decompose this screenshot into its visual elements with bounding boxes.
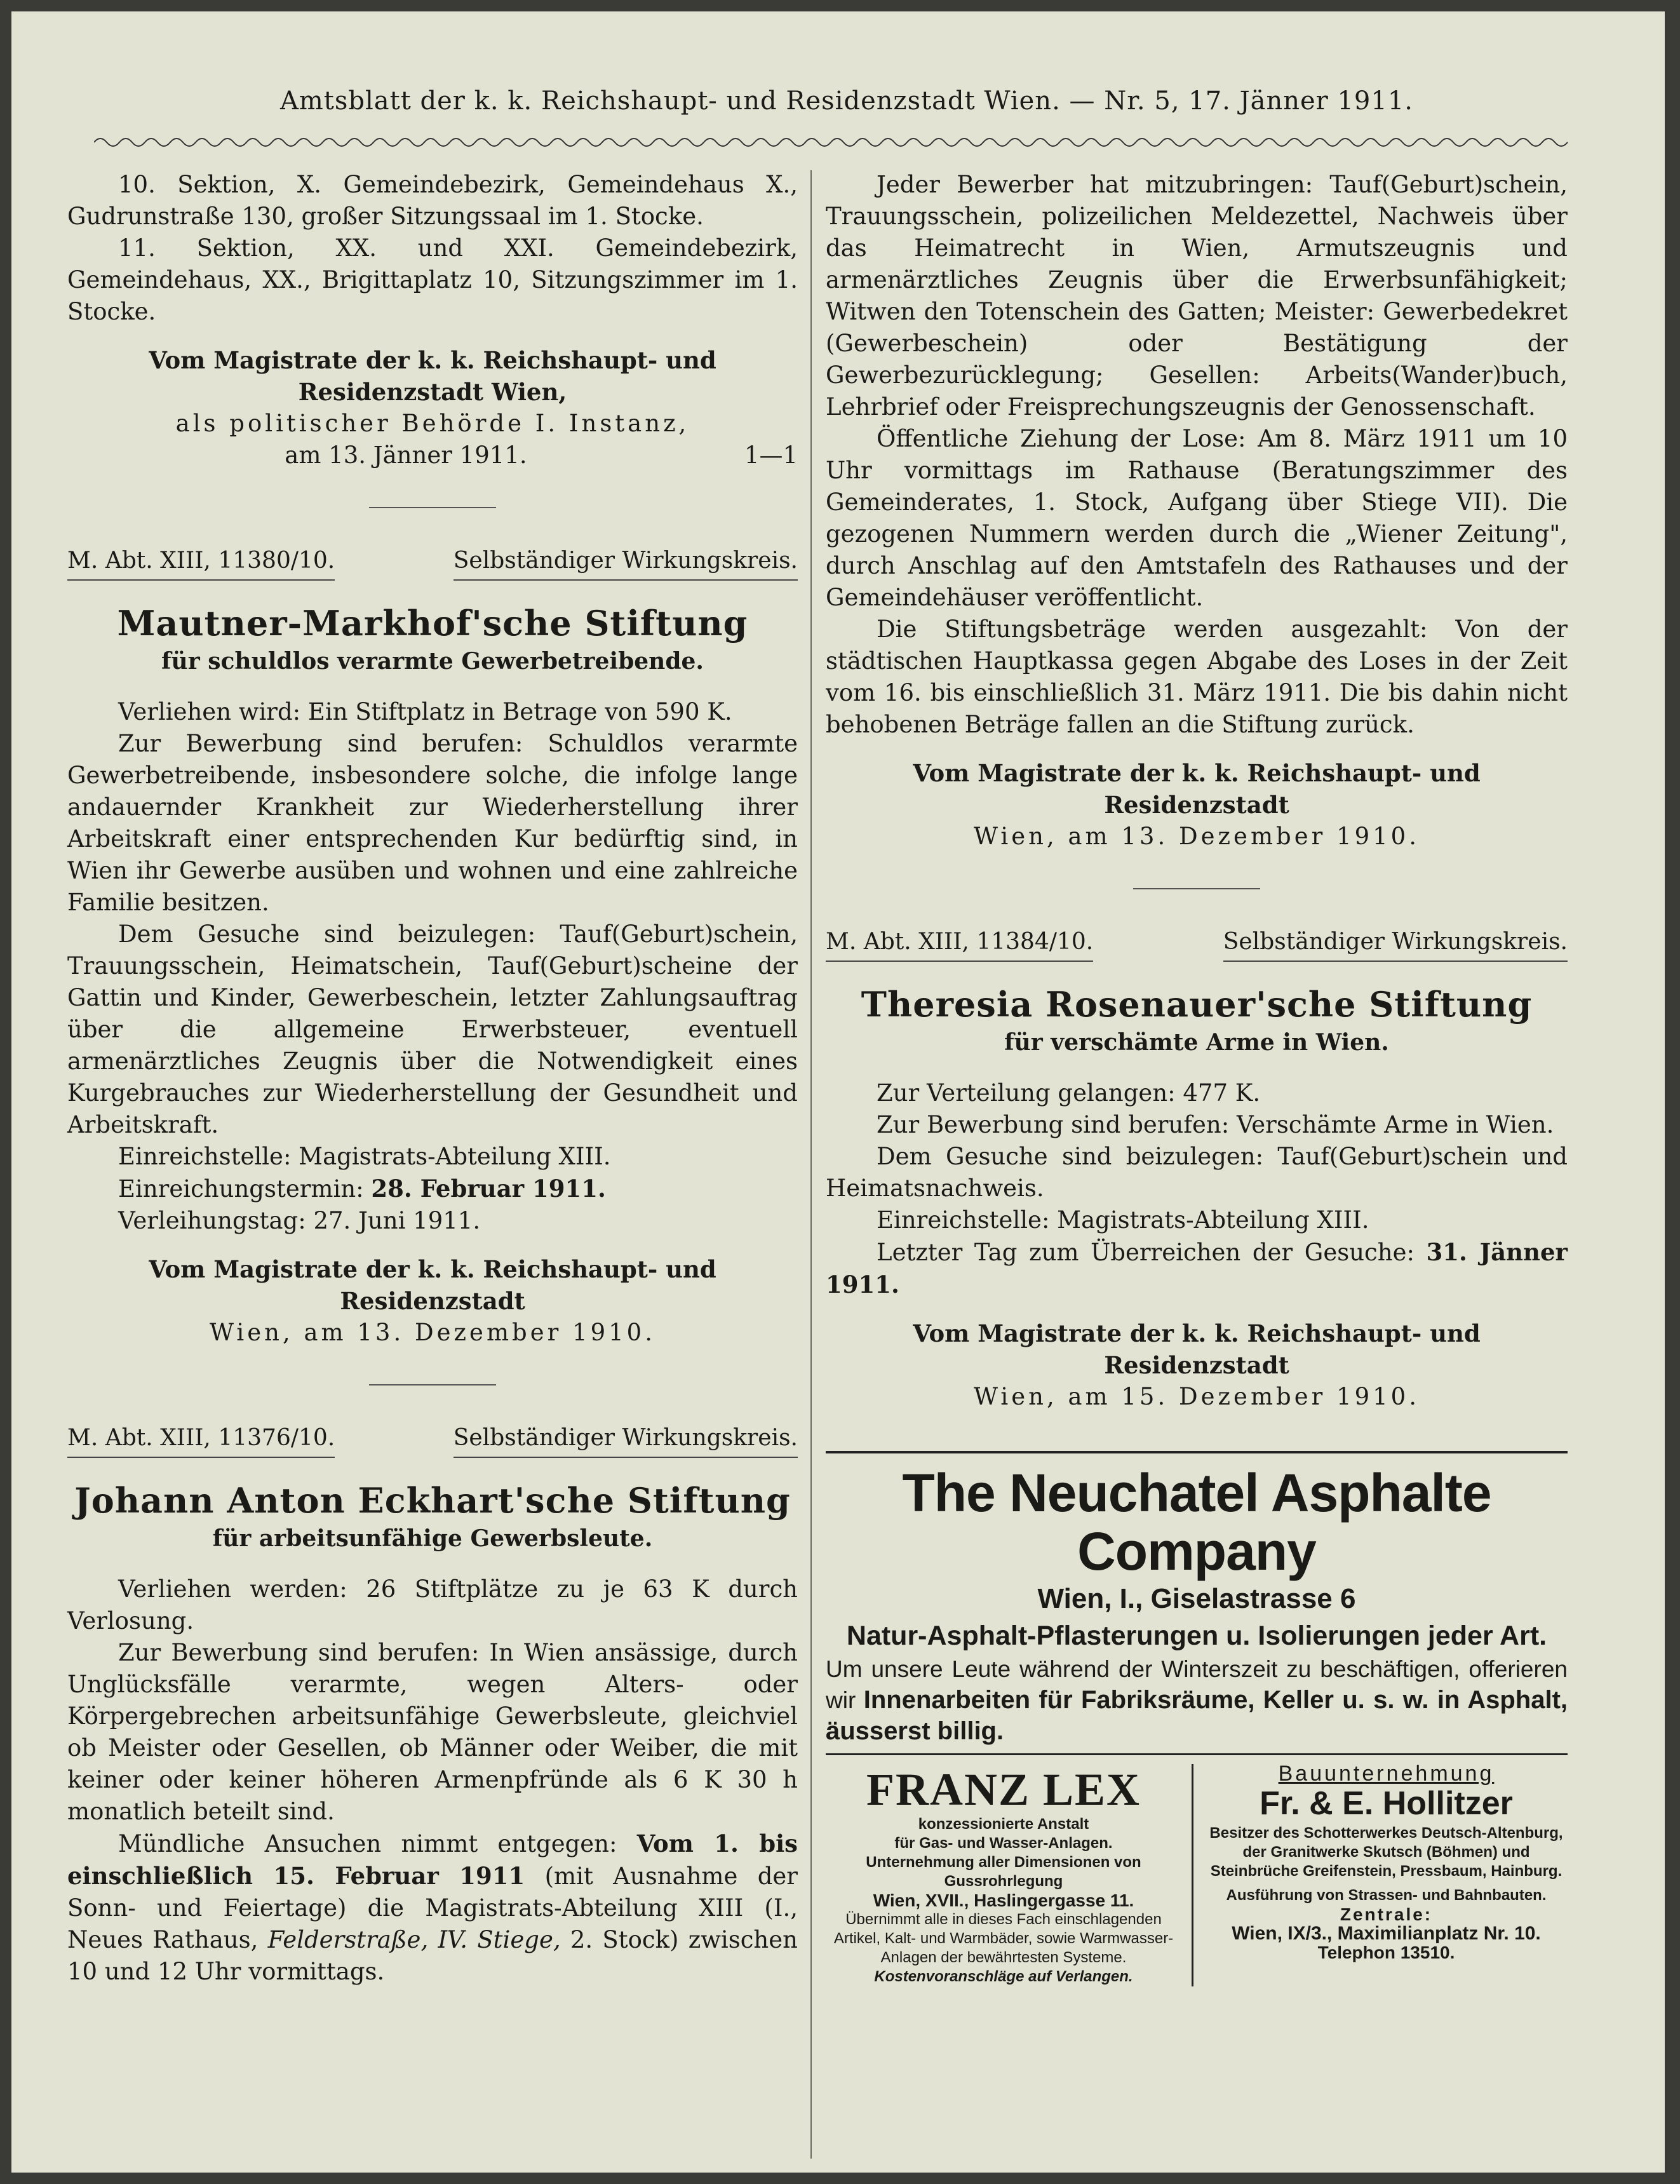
section-header	[67, 545, 798, 581]
section-header	[67, 1422, 798, 1458]
paragraph: Zur Bewerbung sind berufen: In Wien ansässige, durch Unglücksfälle verarmte, wegen Alters- oder Körpergebrechen arbeitsunfähige Gewerbsleute, gleichviel ob Meister oder Gesellen, ob Männer oder Weiber, die mit keiner oder keiner höheren Armenpfründe als 6 K 30 h monatlich beteilt sind.	[67, 1639, 798, 1825]
paragraph: Öffentliche Ziehung der Lose: Am 8. März 1911 um 10 Uhr vormittags im Rathause (Beratungszimmer des Gemeinderates, 1. Stock, Aufgang über Stiege VII). Die gezogenen Nummern werden durch die „Wiener Zeitung", durch Anschlag auf den Amtstafeln des Rathauses und der Gemeindehäuser veröffentlicht.	[826, 425, 1568, 611]
ad-heading: Bauunternehmung	[1278, 1762, 1495, 1786]
paragraph: Dem Gesuche sind beizulegen: Tauf(Geburt)schein und Heimatsnachweis.	[826, 1143, 1568, 1202]
paragraph	[67, 1828, 798, 1988]
paragraph: Dem Gesuche sind beizulegen: Tauf(Geburt)schein, Trauungsschein, Heimatschein, Tauf(Geburt)scheine der Gattin und Kinder, Gewerbeschein, letzter Zahlungsauftrag über die allgemeine Erwerbsteuer, eventuell armenärztliches Zeugnis über die Notwendigkeit eines Kurgebrauches zur Wiederherstellung der Gesundheit und Arbeitskraft.	[67, 920, 798, 1138]
paragraph: Verliehen wird: Ein Stiftplatz in Betrage von 590 K.	[118, 698, 732, 725]
paragraph	[67, 1173, 798, 1205]
advertisement-hollitzer	[1193, 1764, 1568, 1986]
magistrate-line: Vom Magistrate der k. k. Reichshaupt- und Residenzstadt	[149, 1255, 716, 1315]
authority-line: als politischer Behörde I. Instanz,	[175, 410, 690, 437]
paragraph: Einreichstelle: Magistrats-Abteilung XIII.	[118, 1143, 611, 1170]
intro-paragraph: 10. Sektion, X. Gemeindebezirk, Gemeindehaus X., Gudrunstraße 130, großer Sitzungssaal im 1. Stocke.	[67, 171, 798, 230]
magistrate-line: Vom Magistrate der k. k. Reichshaupt- und Residenzstadt	[913, 1319, 1481, 1379]
text-run: 2. Stock) zwischen 10 und 12 Uhr vormittags.	[67, 1926, 798, 1985]
page	[11, 11, 1665, 2173]
section-rule	[1133, 888, 1260, 889]
paragraph: Verliehen werden: 26 Stiftplätze zu je 63 K durch Verlosung.	[67, 1575, 798, 1635]
ad-company-name: Fr. & E. Hollitzer	[1260, 1785, 1513, 1822]
ad-address: Wien, IX/3., Maximilianplatz Nr. 10.	[1232, 1923, 1541, 1944]
date-line: Wien, am 15. Dezember 1910.	[974, 1383, 1420, 1410]
paragraph: Die Stiftungsbeträge werden ausgezahlt: Von der städtischen Hauptkassa gegen Abgabe des Loses in der Zeit vom 16. bis einschließlich 31. März 1911. Die bis dahin nicht behobenen Beträge fallen an die Stiftung zurück.	[826, 616, 1568, 738]
section-number: M. Abt. XIII, 11376/10.	[67, 1422, 335, 1458]
reference-number: 1—1	[744, 442, 798, 469]
section-scope: Selbständiger Wirkungskreis.	[454, 545, 798, 581]
ad-line: Übernimmt alle in dieses Fach einschlagenden Artikel, Kalt- und Warmbäder, sowie Warmwasser-Anlagen der bewährtesten Systeme.	[833, 1911, 1174, 1966]
text-run: (mit Ausnahme der Sonn- und Feiertage) die Magistrats-Abteilung XIII (I., Neues Rathaus,	[67, 1863, 798, 1953]
page-header: Amtsblatt der k. k. Reichshaupt- und Residenzstadt Wien. — Nr. 5, 17. Jänner 1911.	[279, 86, 1413, 116]
section-subtitle: für verschämte Arme in Wien.	[1004, 1029, 1389, 1056]
ad-company-name: FRANZ LEX	[866, 1764, 1141, 1815]
section-rule	[369, 1384, 496, 1385]
magistrate-line: Vom Magistrate der k. k. Reichshaupt- und Residenzstadt Wien,	[149, 346, 716, 406]
deadline-text: 28. Februar 1911.	[371, 1175, 606, 1203]
ad-text	[826, 1654, 1568, 1747]
paragraph: Zur Bewerbung sind berufen: Schuldlos verarmte Gewerbetreibende, insbesondere solche, die infolge lange andauernder Krankheit zur Wiederherstellung ihrer Arbeitskraft einer entsprechenden Kur bedürftig sind, in Wien ihr Gewerbe ausüben und wohnen und eine zahlreiche Familie besitzen.	[67, 730, 798, 916]
section-number: M. Abt. XIII, 11380/10.	[67, 545, 335, 581]
advertisement-franz-lex	[826, 1764, 1193, 1986]
section-rule	[369, 507, 496, 508]
text-run-bold: Vom 1. bis einschließlich 15. Februar 1911	[67, 1830, 798, 1890]
magistrate-line: Vom Magistrate der k. k. Reichshaupt- und Residenzstadt	[913, 759, 1481, 819]
ad-line: Zentrale:	[1340, 1904, 1433, 1924]
section-header	[826, 926, 1568, 962]
ad-line: konzessionierte Anstalt	[918, 1816, 1089, 1833]
ad-line: Kostenvoranschläge auf Verlangen.	[874, 1968, 1133, 1985]
paragraph: Einreichstelle: Magistrats-Abteilung XIII.	[877, 1206, 1369, 1234]
ad-company-name: The Neuchatel Asphalte Company	[902, 1463, 1491, 1581]
date-line: Wien, am 13. Dezember 1910.	[974, 823, 1420, 850]
ad-text-run: Um unsere Leute während der Winterszeit zu beschäftigen, offerieren wir	[826, 1656, 1568, 1713]
section-subtitle: für schuldlos verarmte Gewerbetreibende.	[161, 648, 704, 675]
ad-text-bold: Innenarbeiten für Fabriksräume, Keller u. s. w. in Asphalt, äusserst billig.	[826, 1686, 1568, 1745]
section-title: Mautner-Markhof'sche Stiftung	[117, 603, 748, 644]
section-title: Johann Anton Eckhart'sche Stiftung	[74, 1480, 791, 1521]
ad-tagline: Natur-Asphalt-Pflasterungen u. Isolierungen jeder Art.	[846, 1621, 1547, 1651]
ad-line: Unternehmung aller Dimensionen von Gussrohrlegung	[866, 1854, 1141, 1890]
ad-address: Wien, I., Giselastrasse 6	[1037, 1583, 1356, 1614]
section-title: Theresia Rosenauer'sche Stiftung	[861, 984, 1533, 1025]
paragraph: Jeder Bewerber hat mitzubringen: Tauf(Geburt)schein, Trauungsschein, polizeilichen Meldezettel, Nachweis über das Heimatrecht in Wien, Armutszeugnis und armenärztliches Zeugnis über die Erwerbsunfähigkeit; Witwen den Totenschein des Gatten; Meister: Gewerbedekret (Gewerbeschein) oder Bestätigung der Gewerbezurücklegung; Gesellen: Arbeits(Wander)buch, Lehrbrief oder Freisprechungszeugnis der Genossenschaft.	[826, 171, 1568, 421]
right-column	[826, 169, 1568, 1986]
section-number: M. Abt. XIII, 11384/10.	[826, 926, 1093, 962]
wavy-rule	[94, 131, 1574, 154]
column-divider	[810, 170, 812, 2159]
section-scope: Selbständiger Wirkungskreis.	[1223, 926, 1568, 962]
intro-paragraph: 11. Sektion, XX. und XXI. Gemeindebezirk, Gemeindehaus, XX., Brigittaplatz 10, Sitzungszimmer im 1. Stocke.	[67, 234, 798, 325]
ad-address: Wien, XVII., Haslingergasse 11.	[873, 1891, 1134, 1910]
ad-line: für Gas- und Wasser-Anlagen.	[894, 1835, 1113, 1852]
left-column	[67, 169, 798, 1988]
ad-line: Besitzer des Schotterwerkes Deutsch-Altenburg, der Granitwerke Skutsch (Böhmen) und Steinbrüche Greifenstein, Pressbaum, Hainburg.	[1209, 1824, 1563, 1880]
date-text: am 13. Jänner 1911.	[285, 442, 527, 469]
advertisement-row	[826, 1764, 1568, 1986]
advertisement-neuchatel	[826, 1451, 1568, 1755]
ad-line: Ausführung von Strassen- und Bahnbauten.	[1226, 1887, 1547, 1904]
paragraph: Verleihungstag: 27. Juni 1911.	[118, 1207, 481, 1234]
section-scope: Selbständiger Wirkungskreis.	[454, 1422, 798, 1458]
section-subtitle: für arbeitsunfähige Gewerbsleute.	[212, 1525, 653, 1552]
deadline-text: 31. Jänner 1911.	[826, 1238, 1568, 1298]
date-line	[67, 440, 798, 471]
paragraph: Zur Verteilung gelangen: 477 K.	[877, 1079, 1261, 1107]
paragraph: Zur Bewerbung sind berufen: Verschämte Arme in Wien.	[877, 1111, 1554, 1138]
text-run-italic: Felderstraße, IV. Stiege,	[267, 1926, 561, 1953]
label-text: Einreichungstermin:	[118, 1175, 372, 1203]
paragraph	[826, 1236, 1568, 1301]
ad-phone: Telephon 13510.	[1317, 1943, 1455, 1962]
date-line: Wien, am 13. Dezember 1910.	[210, 1319, 655, 1346]
label-text: Letzter Tag zum Überreichen der Gesuche:	[877, 1239, 1427, 1266]
text-run: Mündliche Ansuchen nimmt entgegen:	[118, 1830, 637, 1857]
